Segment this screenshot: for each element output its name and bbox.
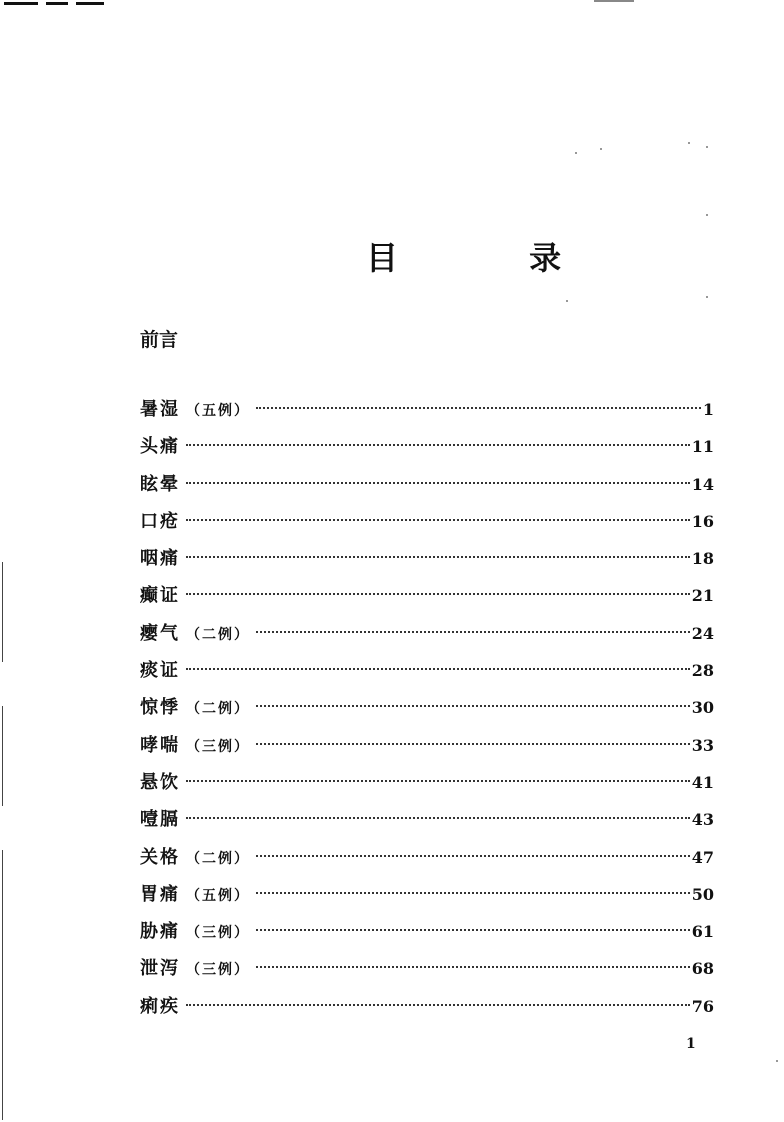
toc-entry-topic: 悬饮 [140, 771, 180, 793]
toc-entry[interactable] [140, 473, 714, 510]
scan-artifact-top-left [46, 2, 68, 5]
toc-entry[interactable] [140, 846, 714, 883]
dot-leader [256, 631, 690, 633]
dot-leader [186, 668, 690, 670]
dot-leader [186, 817, 690, 819]
toc-entry[interactable] [140, 734, 714, 771]
scan-speck [706, 146, 708, 148]
toc-entry[interactable] [140, 398, 714, 435]
toc-entry-page-number: 43 [691, 810, 714, 830]
scan-speck [575, 152, 577, 154]
toc-entry-topic: 瘿气 [140, 622, 180, 644]
dot-leader [186, 780, 690, 782]
toc-entry-topic: 眩晕 [140, 473, 180, 495]
toc-entry-page-number: 68 [691, 959, 714, 979]
toc-entry-page-number: 1 [702, 400, 714, 419]
toc-entry-case-count: （三例） [186, 962, 250, 979]
dot-leader [186, 482, 690, 484]
scan-speck [566, 300, 568, 302]
toc-entry-page-number: 21 [691, 586, 714, 606]
toc-entry-topic: 惊悸 [140, 697, 180, 719]
toc-entry-topic: 哮喘 [140, 734, 180, 756]
toc-entry-topic: 咽痛 [140, 548, 180, 570]
scan-speck [688, 142, 690, 144]
toc-entry-topic: 关格 [140, 846, 180, 868]
toc-entry-page-number: 16 [691, 511, 714, 531]
toc-entry-page-number: 30 [691, 698, 714, 718]
toc-entry-page-number: 18 [691, 549, 714, 569]
scan-artifact-left-edge [2, 706, 3, 806]
dot-leader [186, 593, 690, 595]
toc-entry-page-number: 11 [691, 437, 714, 457]
scan-artifact-left-edge [2, 850, 3, 1120]
toc-entry-case-count: （三例） [186, 738, 250, 755]
scan-artifact-top-left [4, 2, 38, 5]
toc-entry-page-number: 41 [691, 772, 714, 792]
toc-entry[interactable] [140, 510, 714, 547]
scan-speck [706, 296, 708, 298]
dot-leader [186, 556, 690, 558]
toc-entry[interactable] [140, 584, 714, 621]
toc-entry[interactable] [140, 547, 714, 584]
dot-leader [186, 1004, 690, 1006]
toc-entry[interactable] [140, 808, 714, 845]
dot-leader [256, 407, 701, 409]
toc-entry-topic: 口疮 [140, 510, 180, 532]
toc-entry[interactable] [140, 995, 714, 1032]
toc-entry[interactable] [140, 771, 714, 808]
toc-entry[interactable] [140, 957, 714, 994]
scan-artifact-left-edge [2, 562, 3, 662]
table-of-contents [140, 398, 714, 1032]
toc-entry-topic: 泄泻 [140, 958, 180, 980]
toc-entry-topic: 癫证 [140, 585, 180, 607]
toc-entry-page-number: 47 [691, 847, 714, 867]
toc-entry[interactable] [140, 920, 714, 957]
scan-artifact-top [594, 0, 634, 2]
toc-entry-topic: 痰证 [140, 660, 180, 682]
toc-entry-topic: 胁痛 [140, 921, 180, 943]
dot-leader [186, 444, 690, 446]
toc-entry-page-number: 50 [691, 884, 714, 904]
toc-entry[interactable] [140, 659, 714, 696]
toc-entry[interactable] [140, 622, 714, 659]
page-title: 目 录 [366, 239, 622, 277]
toc-entry-topic: 噎膈 [140, 809, 180, 831]
toc-entry-case-count: （五例） [186, 403, 250, 419]
page-number: 1 [686, 1036, 696, 1052]
scan-artifact-top-left [76, 2, 104, 5]
toc-entry[interactable] [140, 883, 714, 920]
dot-leader [186, 519, 690, 521]
toc-entry-page-number: 24 [691, 623, 714, 643]
toc-entry-case-count: （二例） [186, 850, 250, 867]
toc-entry-page-number: 33 [691, 735, 714, 755]
scan-speck [600, 148, 602, 150]
dot-leader [256, 705, 690, 707]
toc-entry[interactable] [140, 435, 714, 472]
toc-entry-case-count: （二例） [186, 701, 250, 718]
dot-leader [256, 929, 690, 931]
toc-entry-case-count: （五例） [186, 887, 250, 904]
toc-entry-topic: 胃痛 [140, 883, 180, 905]
dot-leader [256, 892, 690, 894]
toc-entry-page-number: 61 [691, 922, 714, 942]
toc-entry-case-count: （二例） [186, 626, 250, 643]
scan-speck [706, 214, 708, 216]
toc-entry-page-number: 28 [691, 661, 714, 681]
dot-leader [256, 966, 690, 968]
toc-entry-case-count: （三例） [186, 925, 250, 942]
dot-leader [256, 855, 690, 857]
toc-entry-topic: 头痛 [140, 436, 180, 458]
toc-entry[interactable] [140, 696, 714, 733]
toc-entry-topic: 痢疾 [140, 995, 180, 1017]
toc-entry-page-number: 76 [691, 996, 714, 1016]
toc-entry-topic: 暑湿 [140, 399, 180, 420]
toc-entry-page-number: 14 [691, 474, 714, 494]
toc-preface-entry[interactable]: 前言 [140, 329, 179, 351]
dot-leader [256, 743, 690, 745]
scan-speck [776, 1060, 778, 1062]
